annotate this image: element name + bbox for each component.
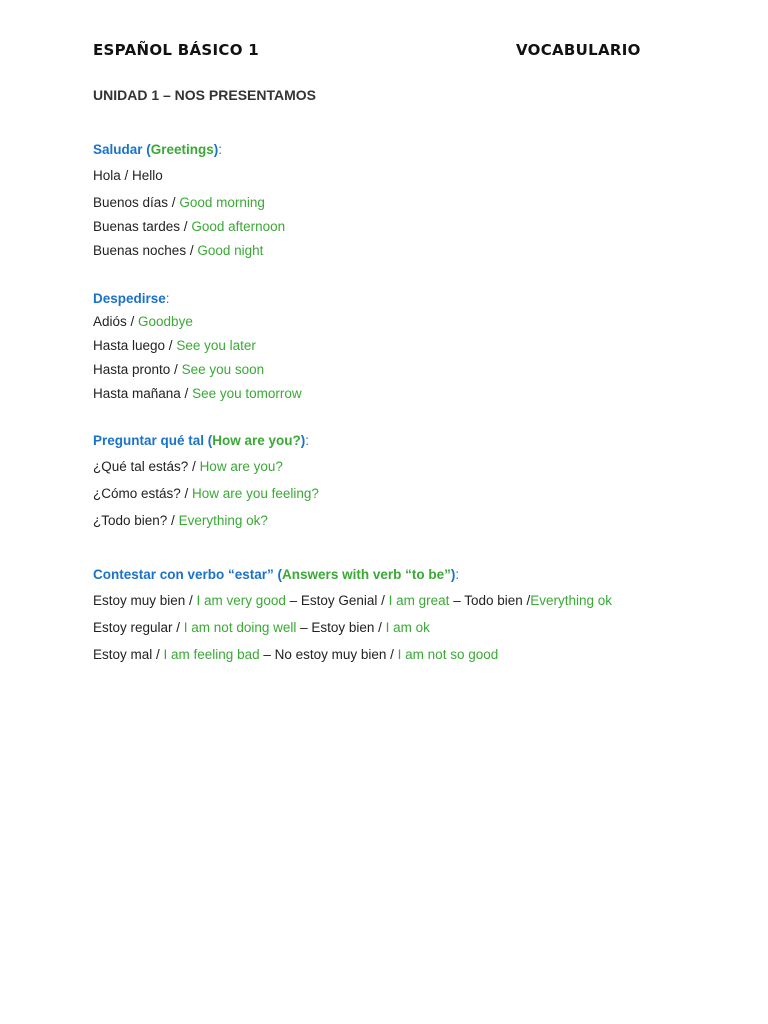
greeting-item bbox=[93, 242, 263, 260]
heading-close: ) bbox=[450, 567, 456, 582]
answer-en: I am great bbox=[388, 593, 450, 608]
answer-en: I am feeling bad bbox=[163, 647, 260, 662]
item-en: Everything ok? bbox=[178, 513, 268, 528]
heading-es: Preguntar qué tal ( bbox=[93, 433, 213, 448]
how-are-you-heading bbox=[93, 432, 309, 450]
item-es: Hola / Hello bbox=[93, 168, 163, 183]
answers-heading bbox=[93, 566, 459, 584]
heading-en: How are you? bbox=[212, 433, 301, 448]
greeting-item bbox=[93, 194, 265, 212]
item-en: Good morning bbox=[179, 195, 265, 210]
answer-es: Estoy muy bien / bbox=[93, 593, 197, 608]
heading-colon: : bbox=[455, 567, 460, 582]
item-en: See you later bbox=[176, 338, 256, 353]
heading-es: Saludar ( bbox=[93, 142, 151, 157]
question-item bbox=[93, 485, 319, 503]
answer-row bbox=[93, 619, 430, 637]
heading-en: Greetings bbox=[150, 142, 214, 157]
item-es: Adiós / bbox=[93, 314, 139, 329]
answer-en: I am not so good bbox=[397, 647, 499, 662]
greeting-item bbox=[93, 167, 163, 185]
answer-es: Estoy regular / bbox=[93, 620, 184, 635]
heading-colon: : bbox=[165, 291, 170, 306]
item-es: Buenas noches / bbox=[93, 243, 198, 258]
answer-en: I am ok bbox=[385, 620, 430, 635]
farewells-heading bbox=[93, 290, 170, 308]
answer-es: Estoy mal / bbox=[93, 647, 164, 662]
greetings-heading bbox=[93, 141, 222, 159]
header-section-title: VOCABULARIO bbox=[516, 41, 641, 59]
item-es: Hasta luego / bbox=[93, 338, 177, 353]
item-es: ¿Qué tal estás? / bbox=[93, 459, 200, 474]
answer-es: – Todo bien / bbox=[449, 593, 531, 608]
heading-colon: : bbox=[218, 142, 223, 157]
heading-es: Despedirse bbox=[93, 291, 166, 306]
answer-en: I am very good bbox=[196, 593, 286, 608]
question-item bbox=[93, 458, 283, 476]
answer-es: – Estoy bien / bbox=[296, 620, 386, 635]
heading-en: Answers with verb “to be” bbox=[282, 567, 451, 582]
answer-es: – Estoy Genial / bbox=[285, 593, 389, 608]
unit-title: UNIDAD 1 – NOS PRESENTAMOS bbox=[93, 87, 316, 103]
question-item bbox=[93, 512, 268, 530]
item-es: Hasta pronto / bbox=[93, 362, 182, 377]
farewell-item bbox=[93, 361, 264, 379]
answer-es: – No estoy muy bien / bbox=[259, 647, 398, 662]
farewell-item bbox=[93, 313, 193, 331]
heading-close: ) bbox=[300, 433, 306, 448]
item-es: Hasta mañana / bbox=[93, 386, 193, 401]
heading-es: Contestar con verbo “estar” ( bbox=[93, 567, 283, 582]
header-course-title: ESPAÑOL BÁSICO 1 bbox=[93, 41, 260, 59]
item-en: Good afternoon bbox=[191, 219, 286, 234]
greeting-item bbox=[93, 218, 285, 236]
item-es: Buenos días / bbox=[93, 195, 180, 210]
heading-colon: : bbox=[305, 433, 310, 448]
farewell-item bbox=[93, 385, 302, 403]
heading-close: ) bbox=[213, 142, 219, 157]
item-es: ¿Todo bien? / bbox=[93, 513, 179, 528]
item-en: How are you feeling? bbox=[192, 486, 319, 501]
item-en: Good night bbox=[197, 243, 264, 258]
item-en: See you tomorrow bbox=[192, 386, 302, 401]
item-en: Goodbye bbox=[138, 314, 193, 329]
farewell-item bbox=[93, 337, 256, 355]
answer-row bbox=[93, 646, 498, 664]
answer-en: Everything ok bbox=[530, 593, 613, 608]
answer-en: I am not doing well bbox=[183, 620, 297, 635]
answer-row bbox=[93, 592, 612, 610]
item-es: Buenas tardes / bbox=[93, 219, 192, 234]
item-es: ¿Cómo estás? / bbox=[93, 486, 193, 501]
item-en: How are you? bbox=[199, 459, 283, 474]
item-en: See you soon bbox=[181, 362, 265, 377]
